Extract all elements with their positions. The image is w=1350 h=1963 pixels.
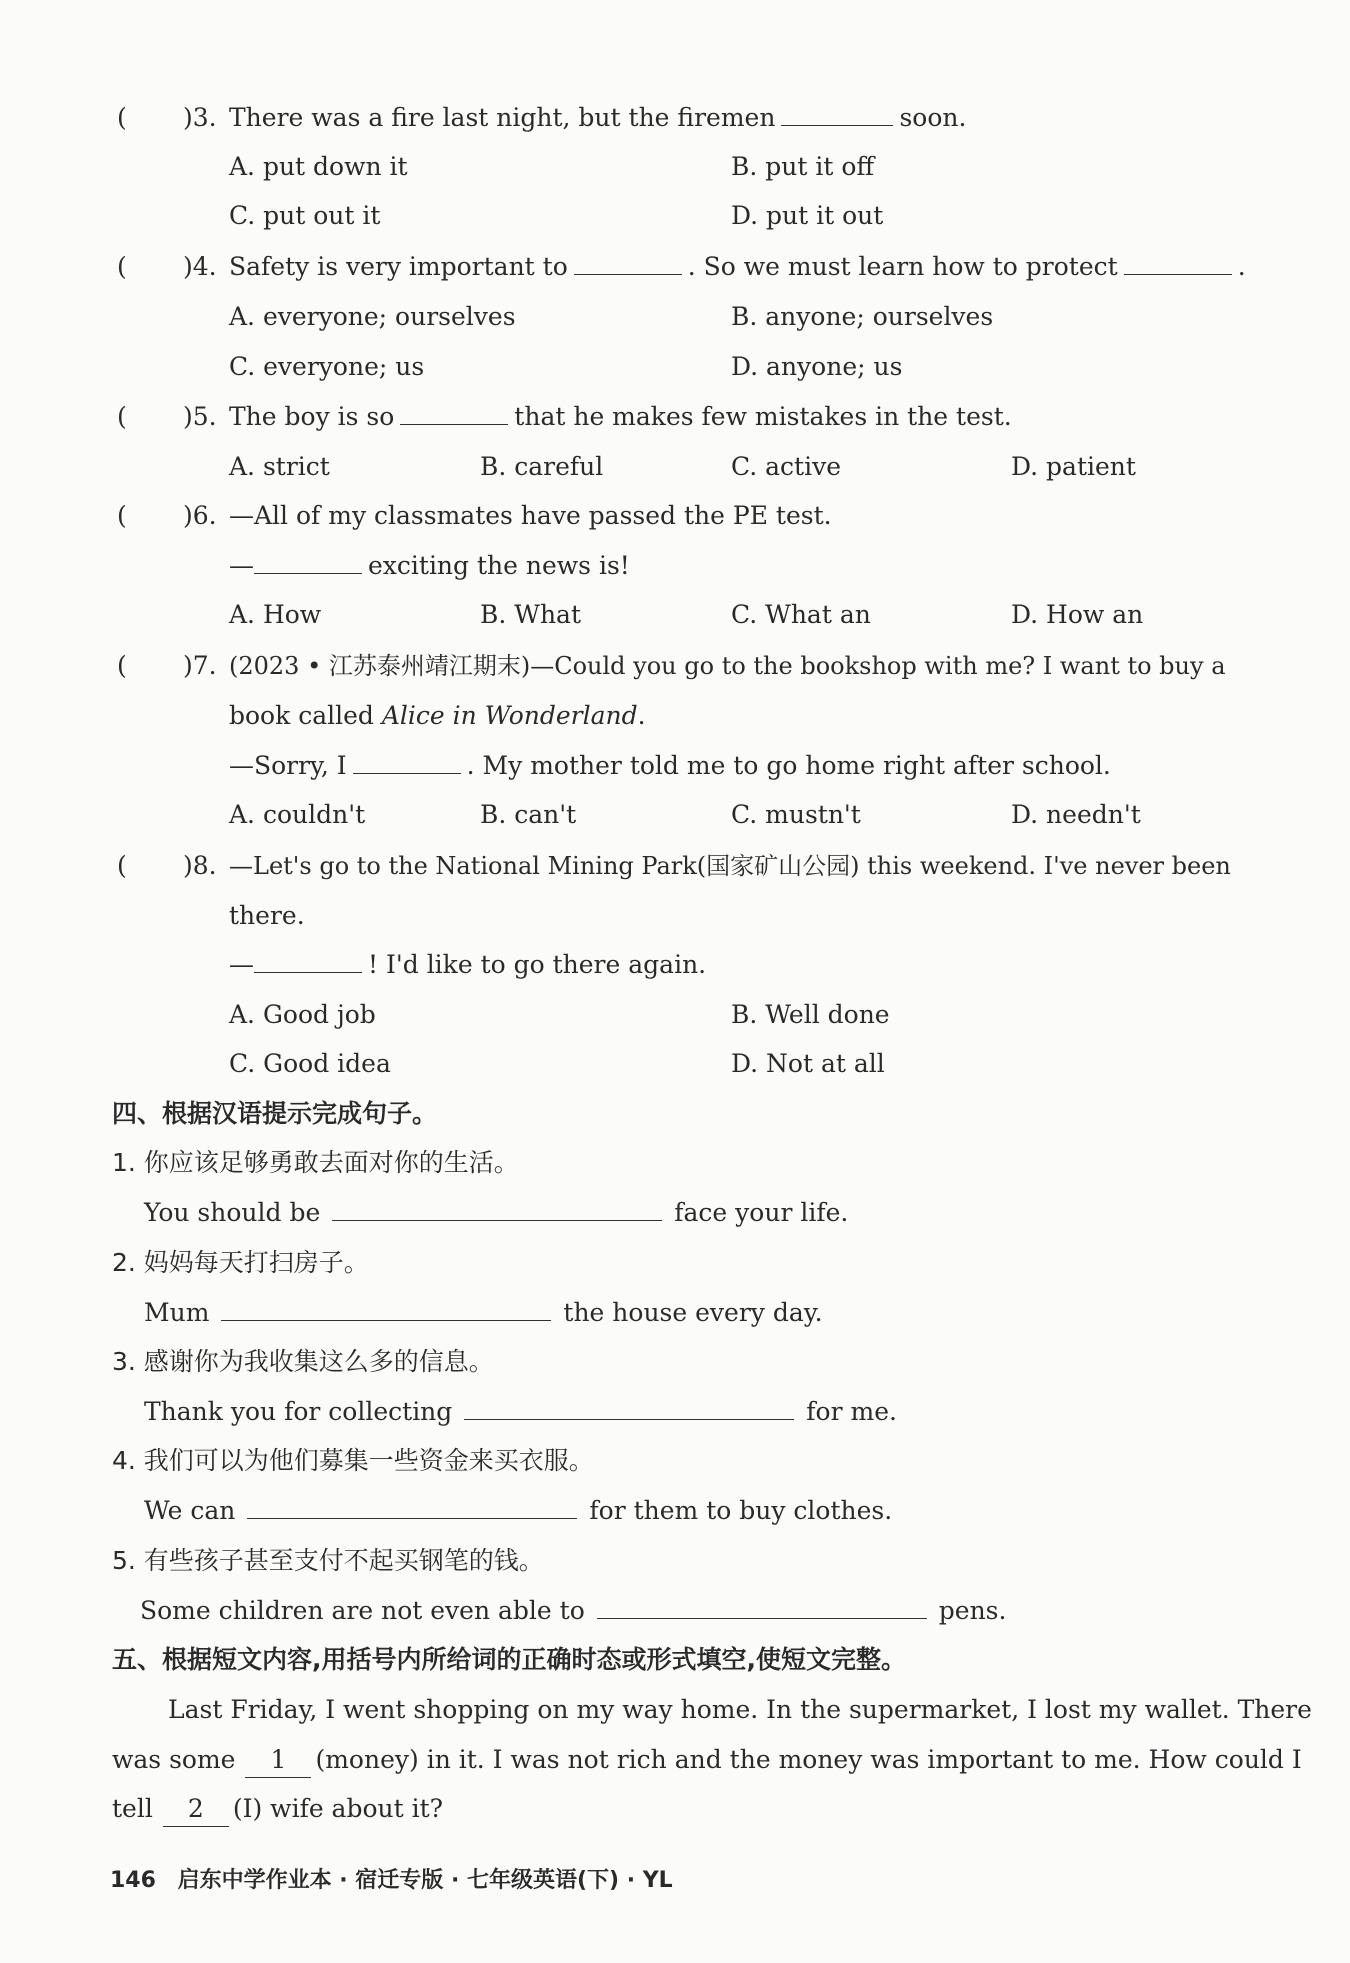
- sentence: [140, 1594, 1006, 1628]
- option-c[interactable]: C. mustn't: [731, 800, 861, 829]
- option-b[interactable]: B. anyone; ourselves: [731, 302, 994, 331]
- s4-item-1-zh: 1. 你应该足够勇敢去面对你的生活。: [112, 1148, 519, 1177]
- answer-paren: (: [117, 103, 127, 132]
- answer-blank[interactable]: [221, 1296, 551, 1321]
- answer-blank[interactable]: [574, 250, 682, 275]
- option-b[interactable]: B. What: [480, 600, 582, 629]
- reply-stem: [229, 948, 706, 982]
- answer-paren: (: [117, 851, 127, 880]
- stem-part: .: [1237, 252, 1246, 281]
- option-d[interactable]: D. put it out: [731, 201, 884, 230]
- sentence-part: Mum: [144, 1298, 210, 1327]
- stem-part: ! I'd like to go there again.: [368, 950, 707, 979]
- option-a[interactable]: A. How: [229, 600, 322, 629]
- reply-stem: [229, 749, 1111, 783]
- question-stem: [229, 400, 1012, 434]
- s4-item-2-zh: 2. 妈妈每天打扫房子。: [112, 1248, 369, 1277]
- option-b[interactable]: B. can't: [480, 800, 577, 829]
- answer-paren: (: [117, 501, 127, 530]
- passage-blank-2[interactable]: 2: [163, 1792, 229, 1827]
- passage-text: Last Friday, I went shopping on my way home. In the supermarket, I lost my wallet. There: [168, 1695, 1312, 1724]
- option-d[interactable]: D. How an: [1011, 600, 1144, 629]
- option-a[interactable]: A. strict: [229, 452, 330, 481]
- sentence-part: We can: [144, 1496, 236, 1525]
- answer-paren: (: [117, 651, 127, 680]
- question-number: )7.: [183, 651, 217, 680]
- passage-part: was some: [112, 1745, 236, 1774]
- sentence: [144, 1494, 892, 1528]
- answer-blank[interactable]: [332, 1196, 662, 1221]
- option-d[interactable]: D. Not at all: [731, 1049, 885, 1078]
- passage-text: [112, 1743, 1302, 1778]
- page-footer: [110, 1863, 673, 1894]
- sentence: [144, 1296, 823, 1330]
- sentence-part: Thank you for collecting: [144, 1397, 453, 1426]
- question-stem-cont: [229, 699, 646, 733]
- section-4-heading: 四、根据汉语提示完成句子。: [112, 1099, 438, 1128]
- option-a[interactable]: A. Good job: [229, 1000, 376, 1029]
- sentence-part: face your life.: [674, 1198, 849, 1227]
- option-d[interactable]: D. needn't: [1011, 800, 1141, 829]
- sentence: [144, 1395, 897, 1429]
- section-5-heading: 五、根据短文内容,用括号内所给词的正确时态或形式填空,使短文完整。: [112, 1645, 906, 1674]
- passage-part: (I) wife about it?: [232, 1794, 444, 1823]
- question-stem: —All of my classmates have passed the PE test.: [229, 501, 832, 530]
- answer-blank[interactable]: [400, 400, 508, 425]
- question-number: )8.: [183, 851, 217, 880]
- option-b[interactable]: B. put it off: [731, 152, 875, 181]
- stem-part: soon.: [899, 103, 967, 132]
- sentence-part: the house every day.: [563, 1298, 823, 1327]
- stem-part: —: [229, 551, 254, 580]
- option-b[interactable]: B. Well done: [731, 1000, 890, 1029]
- passage-part: (money) in it. I was not rich and the money was important to me. How could I: [315, 1745, 1302, 1774]
- option-a[interactable]: A. put down it: [229, 152, 408, 181]
- stem-part: Safety is very important to: [229, 252, 568, 281]
- option-a[interactable]: A. everyone; ourselves: [229, 302, 516, 331]
- sentence-part: You should be: [144, 1198, 321, 1227]
- stem-part: book called: [229, 701, 382, 730]
- question-stem: —Let's go to the National Mining Park(国家矿山公园) this weekend. I've never been: [229, 852, 1231, 880]
- sentence-part: for me.: [806, 1397, 897, 1426]
- option-c[interactable]: C. put out it: [229, 201, 381, 230]
- stem-part: exciting the news is!: [368, 551, 630, 580]
- stem-part: . My mother told me to go home right after school.: [466, 751, 1111, 780]
- sentence-part: Some children are not even able to: [140, 1596, 585, 1625]
- stem-part: .: [637, 701, 646, 730]
- passage-blank-1[interactable]: 1: [245, 1743, 311, 1778]
- answer-blank[interactable]: [254, 948, 362, 973]
- question-number: )5.: [183, 402, 217, 431]
- option-c[interactable]: C. Good idea: [229, 1049, 391, 1078]
- sentence-part: pens.: [938, 1596, 1007, 1625]
- answer-blank[interactable]: [464, 1395, 794, 1420]
- question-number: )3.: [183, 103, 217, 132]
- stem-part: —Sorry, I: [229, 751, 347, 780]
- passage-text: [112, 1792, 443, 1827]
- option-c[interactable]: C. active: [731, 452, 841, 481]
- stem-part: —: [229, 950, 254, 979]
- s4-item-4-zh: 4. 我们可以为他们募集一些资金来买衣服。: [112, 1446, 594, 1475]
- answer-blank[interactable]: [247, 1494, 577, 1519]
- stem-part: . So we must learn how to protect: [687, 252, 1118, 281]
- answer-blank[interactable]: [254, 549, 362, 574]
- option-a[interactable]: A. couldn't: [229, 800, 366, 829]
- stem-part: There was a fire last night, but the firemen: [229, 103, 776, 132]
- option-c[interactable]: C. everyone; us: [229, 352, 425, 381]
- answer-blank[interactable]: [1124, 250, 1232, 275]
- reply-stem: [229, 549, 630, 583]
- question-number: )4.: [183, 252, 217, 281]
- option-b[interactable]: B. careful: [480, 452, 604, 481]
- answer-blank[interactable]: [781, 101, 893, 126]
- question-stem: [229, 101, 966, 135]
- question-stem: [229, 250, 1246, 284]
- question-number: )6.: [183, 501, 217, 530]
- answer-blank[interactable]: [353, 749, 461, 774]
- option-d[interactable]: D. anyone; us: [731, 352, 903, 381]
- sentence: [144, 1196, 848, 1230]
- option-c[interactable]: C. What an: [731, 600, 871, 629]
- sentence-part: for them to buy clothes.: [589, 1496, 893, 1525]
- stem-part: The boy is so: [229, 402, 395, 431]
- s4-item-5-zh: 5. 有些孩子甚至支付不起买钢笔的钱。: [112, 1546, 544, 1575]
- stem-part: that he makes few mistakes in the test.: [514, 402, 1012, 431]
- answer-paren: (: [117, 402, 127, 431]
- answer-paren: (: [117, 252, 127, 281]
- book-title-footer: 启东中学作业本 · 宿迁专版 · 七年级英语(下) · YL: [177, 1868, 673, 1893]
- page-number: 146: [110, 1868, 156, 1893]
- option-d[interactable]: D. patient: [1011, 452, 1136, 481]
- passage-part: tell: [112, 1794, 153, 1823]
- answer-blank[interactable]: [597, 1594, 927, 1619]
- question-stem: (2023 • 江苏泰州靖江期末)—Could you go to the bookshop with me? I want to buy a: [229, 652, 1226, 680]
- book-title: Alice in Wonderland: [381, 701, 638, 730]
- question-stem-cont: there.: [229, 901, 305, 930]
- s4-item-3-zh: 3. 感谢你为我收集这么多的信息。: [112, 1347, 494, 1376]
